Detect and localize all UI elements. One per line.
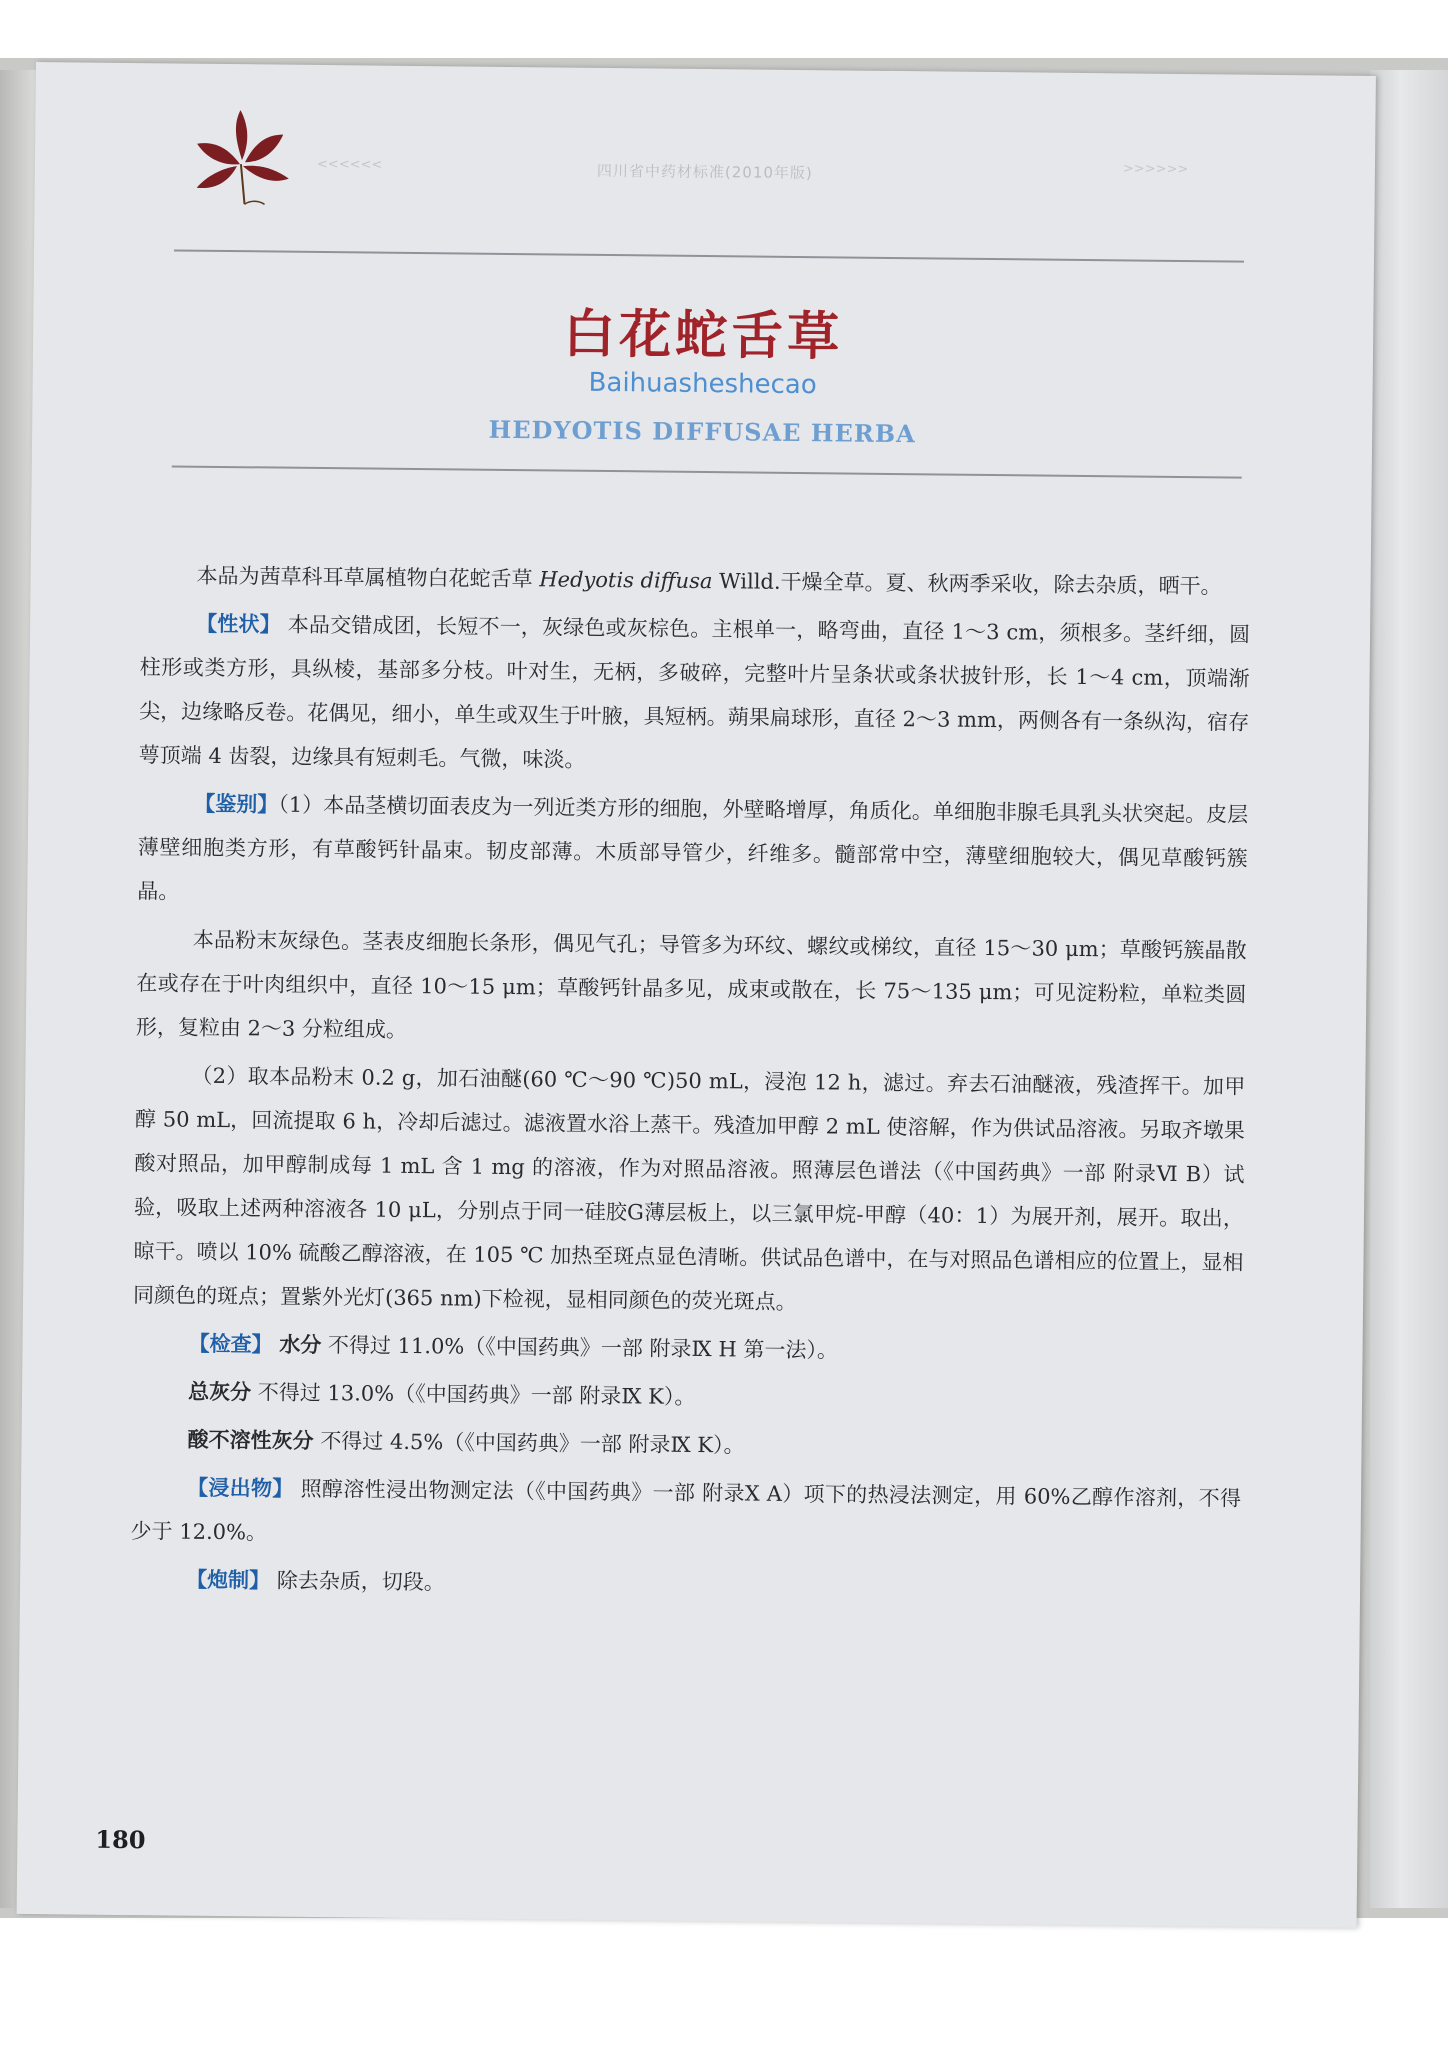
inspection-total-ash: 总灰分 不得过 13.0%（《中国药典》一部 附录Ⅸ K）。 <box>187 1378 696 1409</box>
monograph-latin-name: HEDYOTIS DIFFUSAE HERBA <box>488 414 916 449</box>
description-section: 【性状】 本品交错成团，长短不一，灰绿色或灰棕色。主根单一，略弯曲，直径 1～3 cm，须根多。茎纤细，圆柱形或类方形，具纵棱，基部多分枝。叶对生，无柄，多破碎，完整叶片呈条状或条状披针形，长 1～4 cm，顶端渐尖，边缘略反卷。花偶见，细小，单生或双生于叶腋，具短柄。蒴果扁球形，直径 2～3 mm，两侧各有一条纵沟，宿存萼顶端 4 齿裂，边缘具有短刺毛。气微，味淡。 <box>138 610 1251 772</box>
intro-paragraph: 本品为茜草科耳草属植物白花蛇舌草 Hedyotis diffusa Willd.干燥全草。夏、秋两季采收，除去杂质，晒干。 <box>196 563 1222 599</box>
book-edge-right <box>1370 70 1448 1908</box>
identification-section: 【鉴别】（1）本品茎横切面表皮为一列近类方形的细胞，外壁略增厚，角质化。单细胞非腺毛具乳头状突起。皮层薄壁细胞类方形，有草酸钙针晶束。韧皮部薄。木质部导管少，纤维多。髓部常中空，薄壁细胞较大，偶见草酸钙簇晶。 <box>137 790 1249 904</box>
section-tag-processing: 【炮制】 <box>185 1566 271 1593</box>
powder-paragraph: 本品粉末灰绿色。茎表皮细胞长条形，偶见气孔；导管多为环纹、螺纹或梯纹，直径 15～30 μm；草酸钙簇晶散在或存在于叶肉组织中，直径 10～15 μm；草酸钙针晶多见，成束或散在，长 75～135 μm；可见淀粉粒，单粒类圆形，复粒由 2～3 分粒组成。 <box>135 927 1247 1042</box>
processing-section: 【炮制】 除去杂质，切段。 <box>185 1566 445 1595</box>
title-rule-top <box>174 249 1244 262</box>
inspection-acid-ash: 酸不溶性灰分 不得过 4.5%（《中国药典》一部 附录Ⅸ K）。 <box>187 1426 745 1458</box>
header-arrows-left: <<<<<< <box>316 156 383 173</box>
section-tag-extract: 【浸出物】 <box>186 1474 294 1501</box>
tlc-paragraph: （2）取本品粉末 0.2 g，加石油醚(60 ℃～90 ℃)50 mL，浸泡 12 h，滤过。弃去石油醚液，残渣挥干。加甲醇 50 mL，回流提取 6 h，冷却后滤过。滤液置水浴上蒸干。残渣加甲醇 2 mL 使溶解，作为供试品溶液。另取齐墩果酸对照品，加甲醇制成每 1 mL 含 1 mg 的溶液，作为对照品溶液。照薄层色谱法（《中国药典》一部 附录Ⅵ B）试验，吸取上述两种溶液各 10 μL，分别点于同一硅胶G薄层板上，以三氯甲烷-甲醇（40：1）为展开剂，展开。取出，晾干。喷以 10% 硫酸乙醇溶液，在 105 ℃ 加热至斑点显色清晰。供试品色谱中，在与对照品色谱相应的位置上，显相同颜色的斑点；置紫外光灯(365 nm)下检视，显相同颜色的荧光斑点。 <box>132 1063 1246 1315</box>
species-name: Hedyotis diffusa <box>539 567 713 594</box>
extract-section: 【浸出物】 照醇溶性浸出物测定法（《中国药典》一部 附录X A）项下的热浸法测定，用 60%乙醇作溶剂，不得少于 12.0%。 <box>130 1474 1242 1545</box>
inspection-water: 【检查】 水分 不得过 11.0%（《中国药典》一部 附录Ⅸ H 第一法）。 <box>188 1330 839 1363</box>
header-arrows-right: >>>>>> <box>1122 161 1189 178</box>
page-number: 180 <box>95 1824 146 1855</box>
monograph-pinyin: Baihuasheshecao <box>588 367 817 401</box>
monograph-title: 白花蛇舌草 <box>562 303 844 368</box>
section-tag-identification: 【鉴别】 <box>194 790 279 817</box>
book-page <box>17 62 1376 1928</box>
running-header: 四川省中药材标准(2010年版) <box>596 161 813 183</box>
section-tag-inspection: 【检查】 <box>188 1330 273 1357</box>
section-tag-description: 【性状】 <box>196 610 282 637</box>
monograph-body <box>130 553 1251 1617</box>
title-rule-bottom <box>172 465 1242 478</box>
